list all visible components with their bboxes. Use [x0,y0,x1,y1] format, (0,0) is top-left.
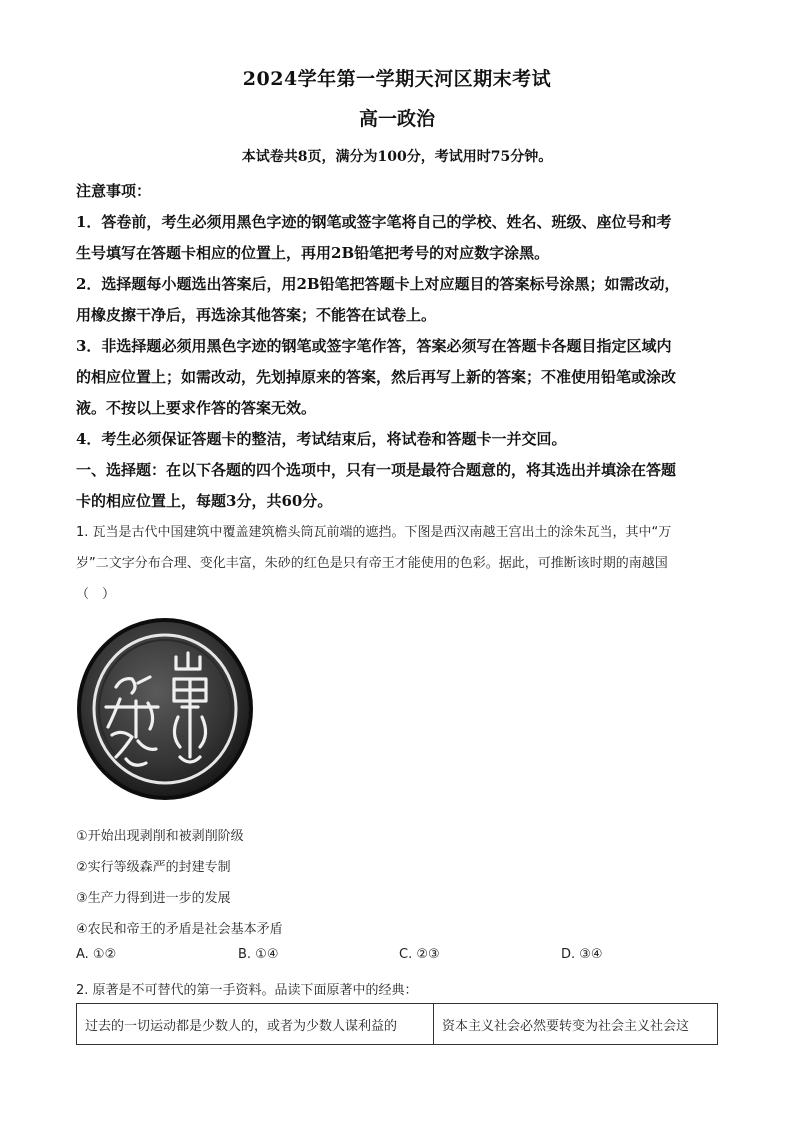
section-heading: 卡的相应位置上，每题3分，共60分。 [76,492,333,510]
notice-heading: 注意事项： [76,182,152,200]
section-heading: 一、选择题：在以下各题的四个选项中，只有一项是最符合题意的，将其选出并填涂在答题 [76,461,677,479]
question-1-answer-blank: （ ） [76,587,116,602]
option-a: A. ①② [76,947,117,962]
quote-cell: 过去的一切运动都是少数人的，或者为少数人谋利益的 [77,1004,434,1045]
subject-title: 高一政治 [358,108,435,130]
notice-line: 3．非选择题必须用黑色字迹的钢笔或签字笔作答，答案必须写在答题卡各题目指定区域内 [76,337,672,355]
notice-line: 生号填写在答题卡相应的位置上，再用2B铅笔把考号的对应数字涂黑。 [76,244,550,262]
notice-line: 1．答卷前，考生必须用黑色字迹的钢笔或签字笔将自己的学校、姓名、班级、座位号和考 [76,213,672,231]
option-b: B. ①④ [238,947,279,962]
option-c: C. ②③ [399,947,440,962]
question-1-text: 岁”二文字分布合理、变化丰富，朱砂的红色是只有帝王才能使用的色彩。据此，可推断该时期的南越国 [76,556,668,571]
exam-title: 2024学年第一学期天河区期末考试 [242,68,552,90]
statement-3: ③生产力得到进一步的发展 [76,891,231,906]
question-1-text: 1. 瓦当是古代中国建筑中覆盖建筑檐头筒瓦前端的遮挡。下图是西汉南越王宫出土的涂朱瓦当，其中“万 [76,525,672,540]
notice-line: 4．考生必须保证答题卡的整洁，考试结束后，将试卷和答题卡一并交回。 [76,430,567,448]
exam-info: 本试卷共8页，满分为100分，考试用时75分钟。 [241,149,553,165]
option-d: D. ③④ [561,947,603,962]
notice-line: 液。不按以上要求作答的答案无效。 [76,399,317,417]
statement-4: ④农民和帝王的矛盾是社会基本矛盾 [76,922,283,937]
statement-1: ①开始出现剥削和被剥削阶级 [76,829,244,844]
notice-line: 的相应位置上；如需改动，先划掉原来的答案，然后再写上新的答案；不准使用铅笔或涂改 [76,368,677,386]
tile-end-seal-image [76,617,254,801]
question-2-text: 2. 原著是不可替代的第一手资料。品读下面原著中的经典： [76,983,418,998]
notice-line: 用橡皮擦干净后，再选涂其他答案；不能答在试卷上。 [76,306,437,324]
quote-cell: 资本主义社会必然要转变为社会主义社会这 [434,1004,718,1045]
source-quote-table [76,1003,718,1045]
notice-line: 2．选择题每小题选出答案后，用2B铅笔把答题卡上对应题目的答案标号涂黑；如需改动， [76,275,680,293]
statement-2: ②实行等级森严的封建专制 [76,860,231,875]
